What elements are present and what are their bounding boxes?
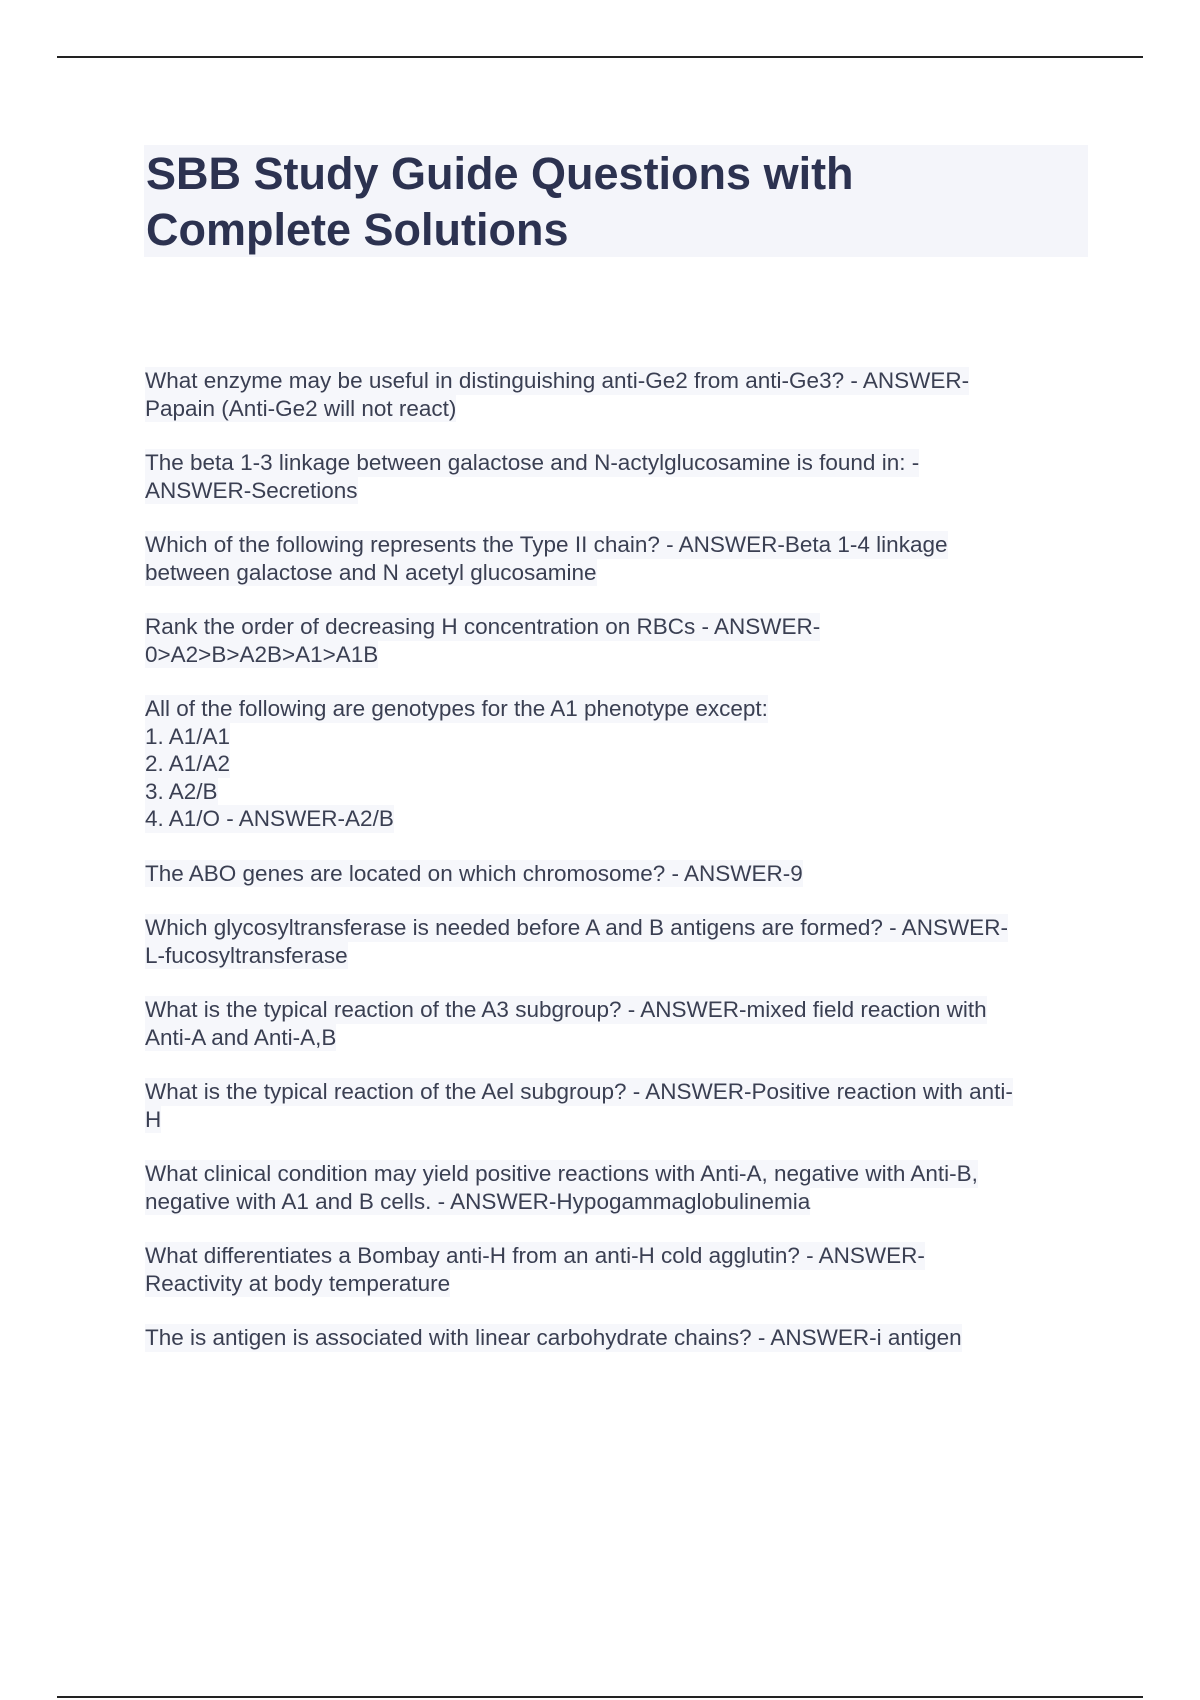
qa-list [145,367,1095,1379]
qa-item-line: The ABO genes are located on which chromosome? - ANSWER-9 [145,860,803,886]
qa-item [145,1324,1095,1352]
qa-item-line: Papain (Anti-Ge2 will not react) [145,395,457,421]
qa-item [145,449,1095,504]
qa-item-line: The beta 1-3 linkage between galactose and N-actylglucosamine is found in: - [145,450,920,475]
qa-item-line: 1. A1/A1 [145,723,231,749]
qa-item [145,367,1095,422]
qa-item-line: 4. A1/O - ANSWER-A2/B [145,806,394,831]
qa-item-line: 3. A2/B [145,778,218,804]
qa-item-line: What is the typical reaction of the A3 subgroup? - ANSWER-mixed field reaction with [145,997,987,1022]
qa-item-line: What enzyme may be useful in distinguishing anti-Ge2 from anti-Ge3? - ANSWER- [145,368,970,393]
qa-item-line: Rank the order of decreasing H concentration on RBCs - ANSWER- [145,614,821,639]
qa-item [145,860,1095,888]
qa-item [145,914,1095,969]
document-title-line: Complete Solutions [146,204,569,255]
qa-item-line: ANSWER-Secretions [145,477,358,503]
document-title-line: SBB Study Guide Questions with [146,148,854,199]
qa-item-line: What is the typical reaction of the Ael subgroup? - ANSWER-Positive reaction with anti- [145,1079,1013,1104]
qa-item-line: The is antigen is associated with linear carbohydrate chains? - ANSWER-i antigen [145,1325,962,1350]
qa-item-line: What clinical condition may yield positive reactions with Anti-A, negative with Anti-B, [145,1161,978,1186]
qa-item-line: between galactose and N acetyl glucosamine [145,559,597,585]
qa-item [145,1242,1095,1297]
qa-item-line: Which glycosyltransferase is needed before A and B antigens are formed? - ANSWER- [145,915,1008,940]
qa-item [145,695,1095,833]
qa-item-line: 2. A1/A2 [145,751,231,776]
qa-item [145,996,1095,1051]
qa-item-line: Reactivity at body temperature [145,1270,451,1296]
qa-item-line: Anti-A and Anti-A,B [145,1024,337,1050]
qa-item-line: Which of the following represents the Type II chain? - ANSWER-Beta 1-4 linkage [145,532,948,557]
qa-item [145,1160,1095,1215]
qa-item-line: What differentiates a Bombay anti-H from an anti-H cold agglutin? - ANSWER- [145,1243,925,1268]
top-rule [57,56,1143,58]
qa-item-line: All of the following are genotypes for the A1 phenotype except: [145,696,768,721]
title-block [144,145,1088,257]
qa-item [145,1078,1095,1133]
document-title [146,145,1088,258]
bottom-rule [57,1696,1143,1698]
qa-item [145,531,1095,586]
qa-item [145,613,1095,668]
qa-item-line: 0>A2>B>A2B>A1>A1B [145,641,379,667]
qa-item-line: L-fucosyltransferase [145,942,348,968]
qa-item-line: negative with A1 and B cells. - ANSWER-Hypogammaglobulinemia [145,1188,811,1214]
qa-item-line: H [145,1106,162,1132]
